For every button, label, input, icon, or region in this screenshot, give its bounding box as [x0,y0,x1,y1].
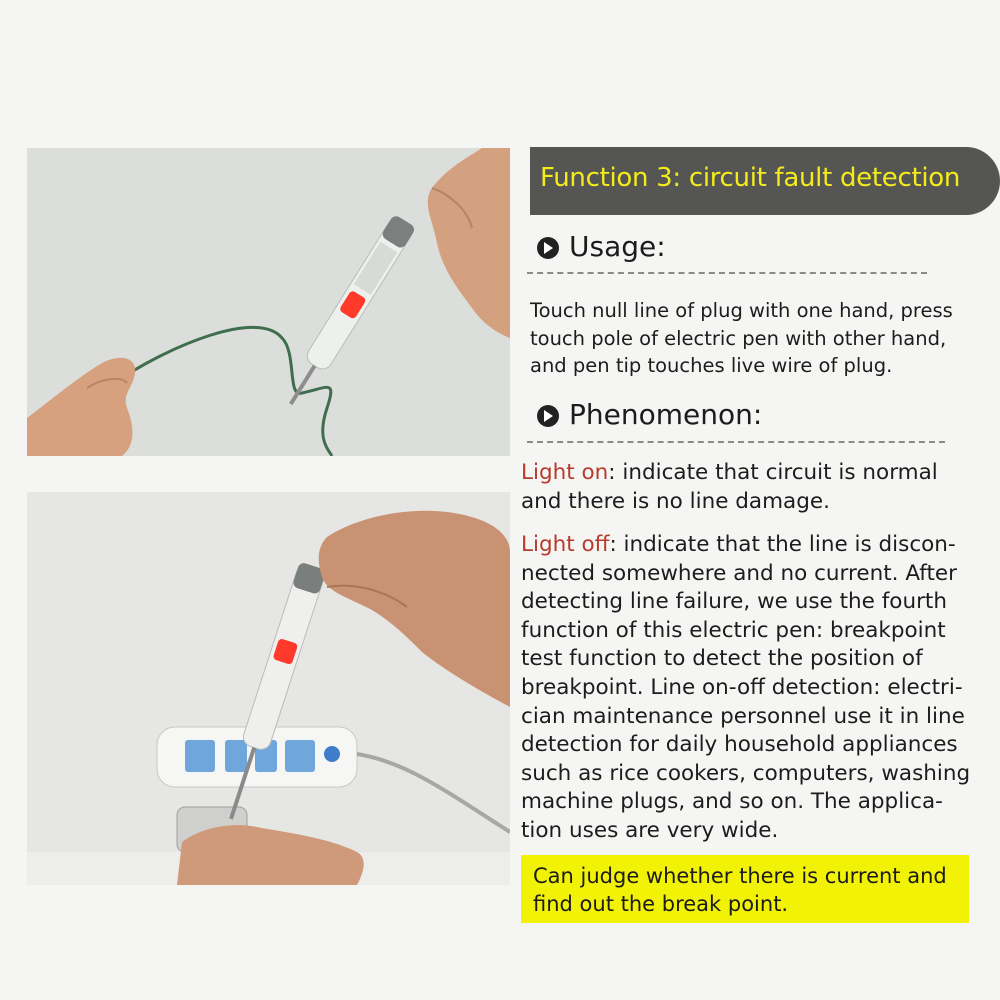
light-off-paragraph [521,531,991,846]
usage-heading [537,230,666,263]
light-on-label: Light on [521,460,609,485]
highlight-box [521,855,969,923]
title-banner [530,147,1000,215]
phenomenon-heading [537,398,762,431]
usage-description: Touch null line of plug with one hand, press touch pole of electric pen with other hand, and pen tip touches live wire of plug. [530,299,953,377]
page-title: Function 3: circuit fault detection [540,163,961,193]
photo-pen-testing-wire [27,148,510,456]
light-on-paragraph [521,458,981,516]
usage-heading-label: Usage: [569,230,666,263]
play-bullet-icon [537,405,559,427]
divider [527,272,927,274]
highlight-text: Can judge whether there is current and find out the break point. [533,864,947,916]
light-on-text: : indicate that circuit is normal and there is no line damage. [521,460,938,514]
light-off-label: Light off [521,532,610,557]
phenomenon-heading-label: Phenomenon: [569,398,763,431]
play-bullet-icon [537,237,559,259]
photo-pen-testing-socket [27,492,510,885]
light-off-text: : indicate that the line is discon- nected somewhere and no current. After detecting line failure, we use the fourth function of this electric pen: breakpoint test function to detect the position of breakpoint. Line on-off detection: electri- cian maintenance personnel use it in line detection for daily household appliances such as rice cookers, computers, washing machine plugs, and so on. The applica- tion uses are very wide. [521,532,971,843]
divider [527,441,945,443]
